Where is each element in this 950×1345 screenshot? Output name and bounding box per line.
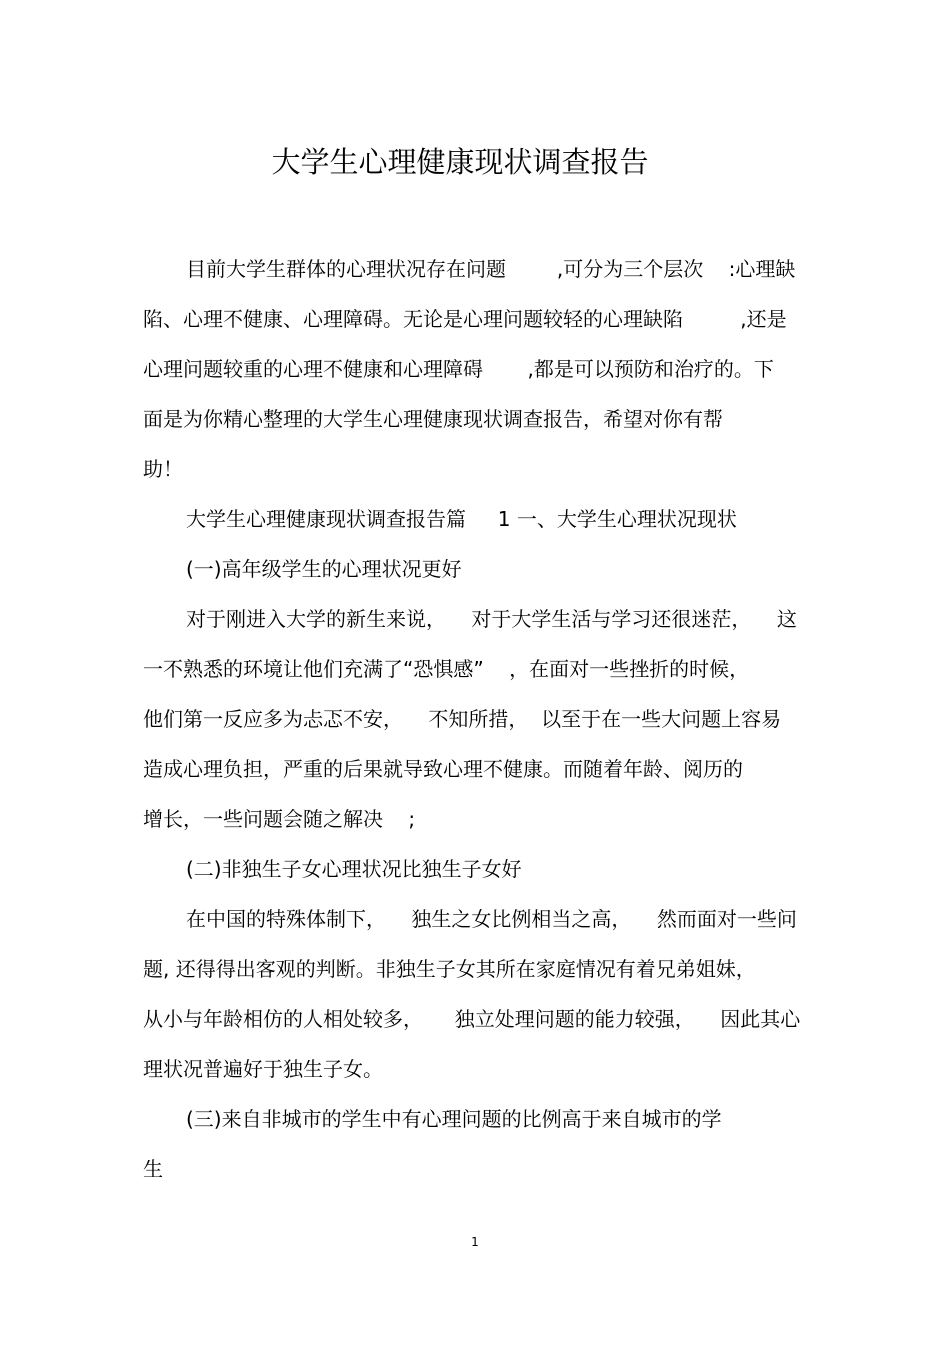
section-heading: 大学生心理健康现状调查报告篇 1 一、大学生心理状况现状 — [186, 507, 737, 531]
text-line: 在中国的特殊体制下， 独生之女比例相当之高， 然而面对一些问 — [186, 907, 797, 931]
text-line: 陷、心理不健康、心理障碍。无论是心理问题较轻的心理缺陷 ,还是 — [143, 307, 787, 331]
page-title: 大学生心理健康现状调查报告 — [271, 145, 649, 179]
text-line: 目前大学生群体的心理状况存在问题 ,可分为三个层次 :心理缺 — [186, 257, 796, 281]
text-line: 生 — [143, 1157, 163, 1181]
text-line: 一不熟悉的环境让他们充满了“恐惧感” ，在面对一些挫折的时候， — [143, 657, 750, 681]
text-line: 题, 还得得出客观的判断。非独生子女其所在家庭情况有着兄弟姐妹， — [143, 957, 756, 981]
text-line: 造成心理负担，严重的后果就导致心理不健康。而随着年龄、阅历的 — [143, 757, 743, 781]
text-line: 面是为你精心整理的大学生心理健康现状调查报告，希望对你有帮 — [143, 407, 723, 431]
text-line: 他们第一反应多为忐忑不安， 不知所措， 以至于在一些大问题上容易 — [143, 707, 782, 731]
page-number: 1 — [471, 1235, 479, 1249]
text-line: 助！ — [143, 457, 183, 481]
text-line: 理状况普遍好于独生子女。 — [143, 1057, 383, 1081]
text-line: 对于刚进入大学的新生来说， 对于大学生活与学习还很迷茫， 这 — [186, 607, 797, 631]
text-line: 心理问题较重的心理不健康和心理障碍 ,都是可以预防和治疗的。下 — [143, 357, 774, 381]
subsection-heading: (一)高年级学生的心理状况更好 — [186, 557, 462, 581]
text-line: 增长，一些问题会随之解决 ; — [143, 807, 416, 831]
subsection-heading: (二)非独生子女心理状况比独生子女好 — [186, 857, 522, 881]
subsection-heading: (三)来自非城市的学生中有心理问题的比例高于来自城市的学 — [186, 1107, 722, 1131]
text-line: 从小与年龄相仿的人相处较多， 独立处理问题的能力较强， 因此其心 — [143, 1007, 801, 1031]
